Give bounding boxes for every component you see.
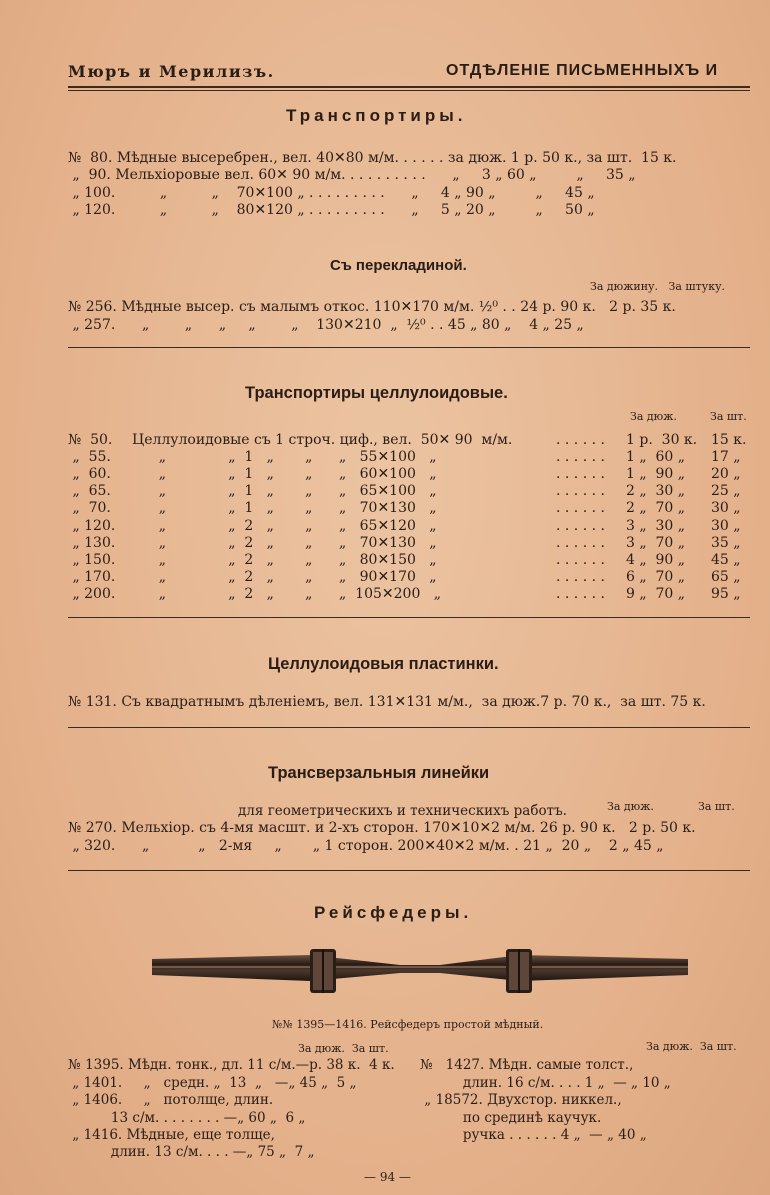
list-item: ручка . . . . . . 4 „ — „ 40 „	[420, 1127, 647, 1143]
row-number: „ 130.	[68, 534, 116, 551]
row-description: „ „ 1 „ „ „ 55✕100 „	[132, 449, 437, 466]
list-item: № 131. Съ квадратнымъ дѣленіемъ, вел. 131✕131 м/м., за дюж.7 р. 70 к., за шт. 75 к.	[68, 694, 706, 710]
price-piece: 45 „	[711, 551, 741, 568]
row-number: „ 55.	[68, 449, 111, 466]
column-header-piece: За шт.	[698, 800, 735, 813]
section-title-drawing-pens: Рейсфедеры.	[314, 903, 473, 922]
header-left: Мюръ и Мерилизъ.	[68, 62, 275, 81]
list-item: по срединѣ каучук.	[420, 1110, 602, 1126]
dot-leader: . . . . . .	[556, 466, 605, 483]
list-item: № 80. Мѣдные высеребрен., вел. 40✕80 м/м. . . . . . за дюж. 1 р. 50 к., за шт. 15 к.	[68, 150, 677, 166]
right-column-headers: За дюж. За шт.	[646, 1040, 737, 1053]
list-item: „ 1406. „ потолще, длин.	[68, 1092, 274, 1108]
row-description: „ „ 2 „ „ „ 105✕200 „	[132, 585, 441, 602]
dot-leader: . . . . . .	[556, 568, 605, 585]
section-divider	[68, 727, 750, 728]
list-item: „ 1401. „ средн. „ 13 „ —„ 45 „ 5 „	[68, 1075, 357, 1091]
price-dozen: 4 „ 90 „	[626, 551, 686, 568]
section-title-transporters: Транспортиры.	[286, 106, 467, 125]
section-note: для геометрическихъ и техническихъ работъ.	[238, 803, 567, 819]
list-item: „ 90. Мельхіоровые вел. 60✕ 90 м/м. . . . . . . . . . „ 3 „ 60 „ „ 35 „	[68, 167, 636, 183]
row-description: „ „ 2 „ „ „ 70✕130 „	[132, 534, 437, 551]
dot-leader: . . . . . .	[556, 432, 605, 448]
section-title-celluloid-plates: Целлулоидовыя пластинки.	[268, 655, 499, 673]
header-right: ОТДѢЛЕНІЕ ПИСЬМЕННЫХЪ И	[446, 62, 719, 79]
list-item: № 270. Мельхіор. съ 4-мя масшт. и 2-хъ сторон. 170✕10✕2 м/м. 26 р. 90 к. 2 р. 50 к.	[68, 820, 696, 836]
row-description: „ „ 2 „ „ „ 90✕170 „	[132, 568, 437, 585]
drawing-pen-illustration	[150, 945, 690, 1000]
price-dozen: 3 „ 70 „	[626, 534, 686, 551]
dot-leader: . . . . . .	[556, 551, 605, 568]
row-description: „ „ 2 „ „ „ 80✕150 „	[132, 551, 437, 568]
column-header-dozen: За дюж.	[630, 410, 677, 423]
dot-leader: . . . . . .	[556, 483, 605, 500]
price-dozen: 6 „ 70 „	[626, 568, 686, 585]
price-dozen: 1 „ 60 „	[626, 449, 686, 466]
row-description: „ „ 2 „ „ „ 65✕120 „	[132, 517, 437, 534]
price-dozen: 1 „ 90 „	[626, 466, 686, 483]
price-dozen: 3 „ 30 „	[626, 517, 686, 534]
column-header-dozen: За дюж.	[607, 800, 654, 813]
list-item: длин. 13 с/м. . . . —„ 75 „ 7 „	[68, 1144, 315, 1160]
row-description: Целлулоидовые съ 1 строч. циф., вел. 50✕ 90 м/м.	[132, 432, 513, 448]
row-description: „ „ 1 „ „ „ 65✕100 „	[132, 483, 437, 500]
dot-leader: . . . . . .	[556, 500, 605, 517]
row-number: „ 65.	[68, 483, 111, 500]
price-piece: 15 к.	[711, 432, 747, 448]
left-column-headers: За дюж. За шт.	[298, 1042, 389, 1055]
column-header-piece: За шт.	[710, 410, 747, 423]
section-divider	[68, 347, 750, 348]
list-item: „ 100. „ „ 70✕100 „ . . . . . . . . . „ 4 „ 90 „ „ 45 „	[68, 185, 595, 201]
section-divider	[68, 617, 750, 618]
dot-leader: . . . . . .	[556, 517, 605, 534]
section-title-transversal-rulers: Трансверзальныя линейки	[268, 764, 490, 782]
illustration-caption: №№ 1395—1416. Рейсфедеръ простой мѣдный.	[272, 1018, 544, 1031]
list-item: № 1395. Мѣдн. тонк., дл. 11 с/м.—р. 38 к. 4 к.	[68, 1057, 395, 1073]
dot-leader: . . . . . .	[556, 449, 605, 466]
price-piece: 30 „	[711, 517, 741, 534]
row-number: „ 150.	[68, 551, 116, 568]
section-title-celluloid-transporters: Транспортиры целлулоидовые.	[245, 384, 508, 402]
list-item: „ 18572. Двухстор. никкел.,	[420, 1092, 622, 1108]
price-dozen: 9 „ 70 „	[626, 585, 686, 602]
dot-leader: . . . . . .	[556, 534, 605, 551]
row-number: „ 70.	[68, 500, 111, 517]
price-dozen: 2 „ 70 „	[626, 500, 686, 517]
price-piece: 65 „	[711, 568, 741, 585]
row-number: „ 60.	[68, 466, 111, 483]
list-item: длин. 16 с/м. . . . 1 „ — „ 10 „	[420, 1075, 671, 1091]
row-number: № 50.	[68, 432, 113, 448]
list-item: № 256. Мѣдные высер. съ малымъ откос. 110✕170 м/м. ½⁰ . . 24 р. 90 к. 2 р. 35 к.	[68, 299, 676, 315]
page-number: — 94 —	[364, 1170, 411, 1184]
price-piece: 30 „	[711, 500, 741, 517]
list-item: „ 1416. Мѣдные, еще толще,	[68, 1127, 275, 1143]
price-piece: 17 „	[711, 449, 741, 466]
row-number: „ 170.	[68, 568, 116, 585]
row-description: „ „ 1 „ „ „ 60✕100 „	[132, 466, 437, 483]
list-item: „ 320. „ „ 2-мя „ „ 1 сторон. 200✕40✕2 м/м. . 21 „ 20 „ 2 „ 45 „	[68, 838, 664, 854]
price-piece: 95 „	[711, 585, 741, 602]
list-item: „ 257. „ „ „ „ „ 130✕210 „ ½⁰ . . 45 „ 80 „ 4 „ 25 „	[68, 317, 584, 333]
list-item: 13 с/м. . . . . . . . —„ 60 „ 6 „	[68, 1110, 306, 1126]
row-number: „ 120.	[68, 517, 116, 534]
price-dozen: 2 „ 30 „	[626, 483, 686, 500]
list-item: „ 120. „ „ 80✕120 „ . . . . . . . . . „ 5 „ 20 „ „ 50 „	[68, 202, 595, 218]
header-rule	[68, 86, 750, 88]
subsection-title-crossbar: Съ перекладиной.	[330, 257, 467, 274]
list-item: № 1427. Мѣдн. самые толст.,	[420, 1057, 634, 1073]
price-piece: 35 „	[711, 534, 741, 551]
column-headers: За дюжину. За штуку.	[590, 280, 726, 293]
header-rule-thin	[68, 90, 750, 91]
price-piece: 20 „	[711, 466, 741, 483]
price-dozen: 1 р. 30 к.	[626, 432, 698, 448]
section-divider	[68, 870, 750, 871]
price-piece: 25 „	[711, 483, 741, 500]
row-number: „ 200.	[68, 585, 116, 602]
dot-leader: . . . . . .	[556, 585, 605, 602]
row-description: „ „ 1 „ „ „ 70✕130 „	[132, 500, 437, 517]
